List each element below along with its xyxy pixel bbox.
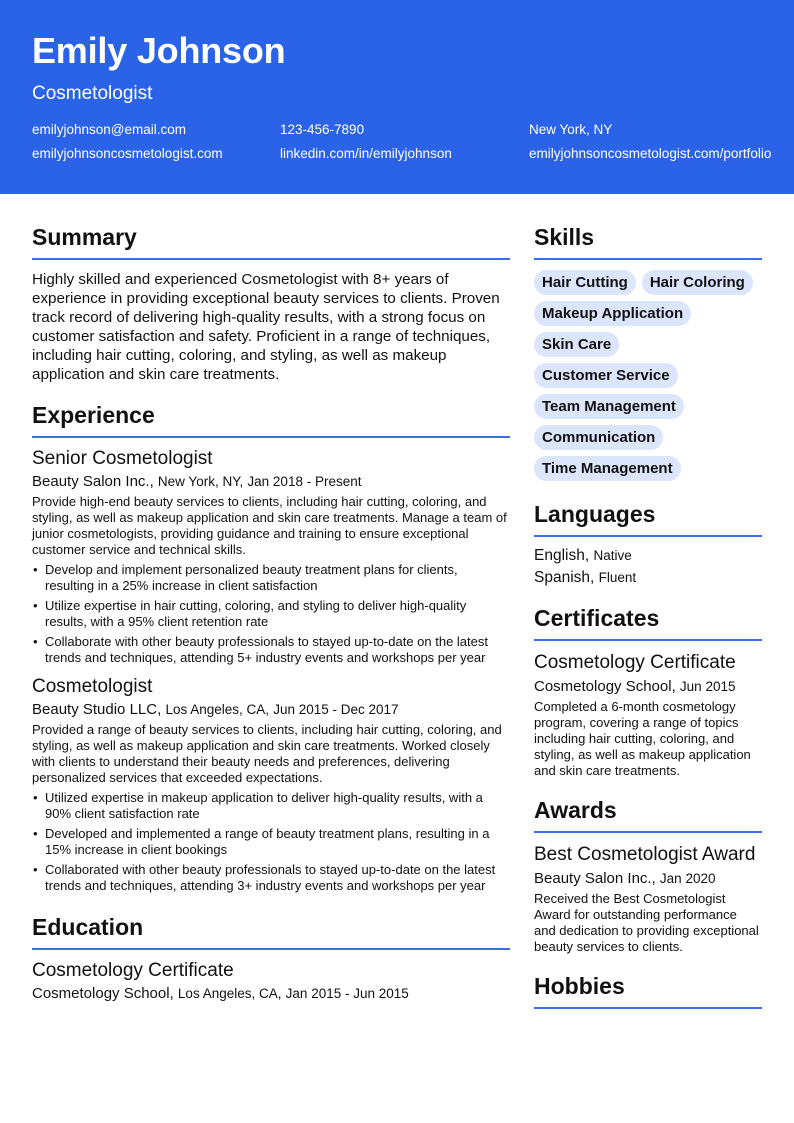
certificate-title: Cosmetology Certificate: [534, 652, 736, 673]
education-school: Cosmetology School,: [32, 985, 174, 1002]
job-bullet: • Collaborate with other beauty professionals to stayed up-to-date on the latest trends and techniques, attending 5+ industry events and workshops per year: [32, 634, 510, 666]
side-column: [534, 224, 762, 1019]
award-date: Jan 2020: [659, 871, 716, 886]
certificate-meta: [534, 678, 762, 695]
job-description: Provided a range of beauty services to clients, including hair cutting, coloring, and styling, as well as makeup application and skin care treatments. Worked closely with clients to understand their beauty needs and preferences, delivering personalized services that exceeded expectations.: [32, 722, 502, 785]
job-entry: [32, 448, 510, 666]
phone-number: 123-456-7890: [280, 122, 365, 137]
language-name: English,: [534, 547, 590, 564]
skills-list: [534, 270, 762, 481]
job-bullets: [32, 790, 510, 894]
job-dates: Jun 2015 - Dec 2017: [273, 702, 399, 717]
language-name: Spanish,: [534, 569, 595, 586]
candidate-title: Cosmetologist: [32, 83, 153, 104]
job-bullets: [32, 562, 510, 666]
language-level: Native: [593, 548, 632, 563]
resume-header: [0, 0, 794, 194]
certificate-issuer: Cosmetology School,: [534, 678, 676, 695]
skill-chip: Communication: [534, 425, 663, 450]
education-dates: Jan 2015 - Jun 2015: [285, 986, 409, 1001]
job-bullet: • Utilized expertise in makeup application to deliver high-quality results, with a 90% client satisfaction rate: [32, 790, 510, 822]
linkedin-link[interactable]: linkedin.com/in/emilyjohnson: [280, 146, 452, 161]
location-text: New York, NY: [529, 122, 613, 137]
skill-chip: Team Management: [534, 394, 684, 419]
education-degree: Cosmetology Certificate: [32, 960, 234, 981]
job-bullet: • Utilize expertise in hair cutting, coloring, and styling to deliver high-quality results, with a 95% client retention rate: [32, 598, 510, 630]
languages-heading: Languages: [534, 501, 762, 537]
summary-text: Highly skilled and experienced Cosmetologist with 8+ years of experience in providing exceptional beauty services to clients. Proven track record of delivering high-quality results, with a strong focus on customer satisfaction and safety. Proficient in a range of techniques, including hair cutting, coloring, and styling, as well as makeup application and skin care treatments.: [32, 271, 500, 383]
job-location: New York, NY,: [157, 474, 244, 489]
language-item: [534, 569, 762, 587]
job-company: Beauty Salon Inc.,: [32, 473, 154, 490]
portfolio-link[interactable]: emilyjohnsoncosmetologist.com/portfolio: [529, 146, 772, 161]
job-company: Beauty Studio LLC,: [32, 701, 162, 718]
award-issuer: Beauty Salon Inc.,: [534, 870, 656, 887]
certificate-date: Jun 2015: [679, 679, 736, 694]
skill-chip: Hair Cutting: [534, 270, 636, 295]
website-link[interactable]: emilyjohnsoncosmetologist.com: [32, 146, 223, 161]
email-link[interactable]: emilyjohnson@email.com: [32, 122, 187, 137]
job-bullet: • Collaborated with other beauty professionals to stayed up-to-date on the latest trends and techniques, attending 3+ industry events and workshops per year: [32, 862, 510, 894]
candidate-name: Emily Johnson: [32, 30, 286, 71]
language-item: [534, 547, 762, 565]
certificates-heading: Certificates: [534, 605, 762, 641]
award-meta: [534, 870, 762, 887]
main-column: [32, 224, 510, 1002]
job-location: Los Angeles, CA,: [165, 702, 270, 717]
skill-chip: Time Management: [534, 456, 681, 481]
job-dates: Jan 2018 - Present: [247, 474, 362, 489]
award-title: Best Cosmetologist Award: [534, 844, 756, 865]
job-title: Senior Cosmetologist: [32, 448, 213, 469]
summary-heading: Summary: [32, 224, 510, 260]
job-bullet: • Develop and implement personalized beauty treatment plans for clients, resulting in a 25% increase in client satisfaction: [32, 562, 510, 594]
job-meta: [32, 701, 510, 718]
award-description: Received the Best Cosmetologist Award for outstanding performance and dedication to providing exceptional beauty services to clients.: [534, 891, 759, 954]
skill-chip: Skin Care: [534, 332, 619, 357]
language-level: Fluent: [598, 570, 637, 585]
job-title: Cosmetologist: [32, 676, 153, 697]
skill-chip: Hair Coloring: [642, 270, 753, 295]
hobbies-heading: Hobbies: [534, 973, 762, 1009]
education-location: Los Angeles, CA,: [177, 986, 282, 1001]
education-heading: Education: [32, 914, 510, 950]
experience-heading: Experience: [32, 402, 510, 438]
skills-heading: Skills: [534, 224, 762, 260]
education-meta: [32, 985, 510, 1002]
awards-heading: Awards: [534, 797, 762, 833]
skill-chip: Customer Service: [534, 363, 678, 388]
job-entry: [32, 676, 510, 894]
certificate-description: Completed a 6-month cosmetology program, covering a range of topics including hair cutting, coloring, and styling, as well as makeup application and skin care treatments.: [534, 699, 751, 778]
skill-chip: Makeup Application: [534, 301, 691, 326]
job-bullet: • Developed and implemented a range of beauty treatment plans, resulting in a 15% increase in client bookings: [32, 826, 510, 858]
job-meta: [32, 473, 510, 490]
job-description: Provide high-end beauty services to clients, including hair cutting, coloring, and styling, as well as makeup application and skin care treatments. Manage a team of junior cosmetologists, providing guidance and training to ensure exceptional customer service and technical skills.: [32, 494, 507, 557]
